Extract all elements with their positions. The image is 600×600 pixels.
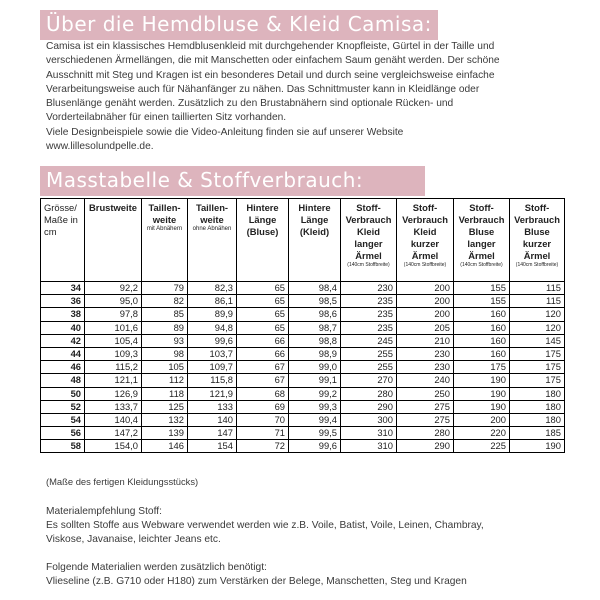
value-cell: 94,8: [188, 321, 237, 334]
value-cell: 190: [454, 400, 510, 413]
value-cell: 175: [510, 374, 565, 387]
value-cell: 145: [510, 334, 565, 347]
value-cell: 160: [454, 308, 510, 321]
value-cell: 98,9: [289, 347, 341, 360]
intro-line: verschiedenen Ärmellängen, die mit Manschetten oder einfachem Saum genäht werden. Der schöne: [46, 55, 500, 67]
value-cell: 154,0: [85, 440, 142, 453]
table-row: [41, 427, 565, 440]
table-row: [41, 413, 565, 426]
value-cell: 140: [188, 413, 237, 426]
intro-line: Vorderteilabnäher für einen taillierten Sitz vorhanden.: [46, 112, 287, 124]
value-cell: 200: [397, 308, 454, 321]
value-cell: 99,0: [289, 361, 341, 374]
section-title-about: Über die Hemdbluse & Kleid Camisa:: [46, 12, 432, 36]
value-cell: 120: [510, 321, 565, 334]
size-table: [40, 198, 565, 453]
header-size: Grösse/ Maße in cm: [41, 199, 85, 282]
header-back-length-blouse: Hintere Länge (Bluse): [237, 199, 289, 282]
value-cell: 155: [454, 282, 510, 295]
extras-line: Vlieseline (z.B. G710 oder H180) zum Verstärken der Belege, Manschetten, Steg und Kragen: [46, 576, 467, 587]
value-cell: 154: [188, 440, 237, 453]
value-cell: 115: [510, 295, 565, 308]
value-cell: 79: [142, 282, 188, 295]
value-cell: 65: [237, 282, 289, 295]
value-cell: 255: [341, 361, 397, 374]
value-cell: 200: [454, 413, 510, 426]
value-cell: 275: [397, 400, 454, 413]
header-fabric-blouse-short: Stoff-Verbrauch Bluse kurzer Ärmel (140cm Stoffbreite): [510, 199, 565, 282]
header-waist-darts: Taillen-weite mit Abnähern: [142, 199, 188, 282]
value-cell: 147: [188, 427, 237, 440]
materials-line: Viskose, Javanaise, leichter Jeans etc.: [46, 534, 221, 545]
materials-line: Es sollten Stoffe aus Webware verwendet werden wie z.B. Voile, Batist, Voile, Leinen, Chambray,: [46, 520, 484, 531]
value-cell: 121,9: [188, 387, 237, 400]
value-cell: 99,2: [289, 387, 341, 400]
value-cell: 85: [142, 308, 188, 321]
header-bust: Brustweite: [85, 199, 142, 282]
value-cell: 103,7: [188, 347, 237, 360]
value-cell: 98,6: [289, 308, 341, 321]
value-cell: 99,1: [289, 374, 341, 387]
table-row: [41, 295, 565, 308]
value-cell: 270: [341, 374, 397, 387]
value-cell: 255: [341, 347, 397, 360]
value-cell: 71: [237, 427, 289, 440]
value-cell: 235: [341, 321, 397, 334]
value-cell: 115,8: [188, 374, 237, 387]
extras-section: [46, 561, 566, 589]
value-cell: 98,5: [289, 295, 341, 308]
intro-text: [46, 40, 566, 154]
value-cell: 235: [341, 308, 397, 321]
value-cell: 180: [510, 387, 565, 400]
value-cell: 92,2: [85, 282, 142, 295]
header-fabric-blouse-long: Stoff-Verbrauch Bluse langer Ärmel (140cm Stoffbreite): [454, 199, 510, 282]
intro-line: Verarbeitungsweise auch für Nähanfänger zu nähen. Das Schnittmuster kann in Kleidlänge oder: [46, 83, 480, 95]
value-cell: 160: [454, 347, 510, 360]
value-cell: 65: [237, 321, 289, 334]
size-cell: 52: [41, 400, 85, 413]
value-cell: 190: [454, 374, 510, 387]
size-cell: 48: [41, 374, 85, 387]
value-cell: 98,8: [289, 334, 341, 347]
size-cell: 58: [41, 440, 85, 453]
table-row: [41, 361, 565, 374]
size-cell: 50: [41, 387, 85, 400]
intro-line: Viele Designbeispiele sowie die Video-Anleitung finden sie auf unserer Website: [46, 126, 404, 138]
value-cell: 280: [341, 387, 397, 400]
value-cell: 175: [454, 361, 510, 374]
intro-line: Blusenlänge genäht werden. Zusätzlich zu den Brustabnähern sind optionale Rücken- und: [46, 98, 454, 110]
value-cell: 120: [510, 308, 565, 321]
value-cell: 65: [237, 295, 289, 308]
table-body: [41, 282, 565, 453]
value-cell: 175: [510, 347, 565, 360]
value-cell: 230: [397, 361, 454, 374]
value-cell: 230: [397, 347, 454, 360]
value-cell: 275: [397, 413, 454, 426]
size-cell: 42: [41, 334, 85, 347]
value-cell: 115,2: [85, 361, 142, 374]
value-cell: 200: [397, 282, 454, 295]
value-cell: 98: [142, 347, 188, 360]
value-cell: 65: [237, 308, 289, 321]
value-cell: 155: [454, 295, 510, 308]
value-cell: 109,3: [85, 347, 142, 360]
value-cell: 160: [454, 321, 510, 334]
materials-section: [46, 505, 566, 547]
value-cell: 300: [341, 413, 397, 426]
value-cell: 82: [142, 295, 188, 308]
size-cell: 46: [41, 361, 85, 374]
size-cell: 40: [41, 321, 85, 334]
value-cell: 121,1: [85, 374, 142, 387]
size-cell: 38: [41, 308, 85, 321]
value-cell: 210: [397, 334, 454, 347]
value-cell: 146: [142, 440, 188, 453]
value-cell: 69: [237, 400, 289, 413]
value-cell: 280: [397, 427, 454, 440]
size-cell: 54: [41, 413, 85, 426]
value-cell: 175: [510, 361, 565, 374]
value-cell: 190: [510, 440, 565, 453]
value-cell: 99,3: [289, 400, 341, 413]
value-cell: 133: [188, 400, 237, 413]
intro-line-website: www.lillesolundpelle.de.: [46, 141, 154, 153]
value-cell: 67: [237, 374, 289, 387]
size-cell: 36: [41, 295, 85, 308]
value-cell: 68: [237, 387, 289, 400]
table-row: [41, 347, 565, 360]
header-back-length-dress: Hintere Länge (Kleid): [289, 199, 341, 282]
value-cell: 93: [142, 334, 188, 347]
size-cell: 34: [41, 282, 85, 295]
value-cell: 109,7: [188, 361, 237, 374]
value-cell: 190: [454, 387, 510, 400]
value-cell: 105,4: [85, 334, 142, 347]
value-cell: 205: [397, 321, 454, 334]
table-row: [41, 321, 565, 334]
value-cell: 180: [510, 400, 565, 413]
section-banner-about: [40, 10, 438, 40]
value-cell: 180: [510, 413, 565, 426]
size-cell: 56: [41, 427, 85, 440]
value-cell: 126,9: [85, 387, 142, 400]
value-cell: 125: [142, 400, 188, 413]
value-cell: 66: [237, 334, 289, 347]
value-cell: 97,8: [85, 308, 142, 321]
header-fabric-dress-long: Stoff-Verbrauch Kleid langer Ärmel (140cm Stoffbreite): [341, 199, 397, 282]
value-cell: 220: [454, 427, 510, 440]
value-cell: 118: [142, 387, 188, 400]
table-row: [41, 387, 565, 400]
value-cell: 240: [397, 374, 454, 387]
value-cell: 70: [237, 413, 289, 426]
value-cell: 115: [510, 282, 565, 295]
intro-line: Ausschnitt mit Steg und Kragen ist ein besonderes Detail und durch seine vergleichsweise einfache: [46, 69, 495, 81]
value-cell: 147,2: [85, 427, 142, 440]
extras-heading: Folgende Materialien werden zusätzlich benötigt:: [46, 562, 267, 573]
value-cell: 230: [341, 282, 397, 295]
value-cell: 310: [341, 427, 397, 440]
table-row: [41, 374, 565, 387]
value-cell: 95,0: [85, 295, 142, 308]
value-cell: 66: [237, 347, 289, 360]
section-title-size-chart: Masstabelle & Stoffverbrauch:: [46, 168, 364, 192]
value-cell: 89: [142, 321, 188, 334]
value-cell: 235: [341, 295, 397, 308]
value-cell: 185: [510, 427, 565, 440]
table-row: [41, 308, 565, 321]
value-cell: 225: [454, 440, 510, 453]
value-cell: 290: [397, 440, 454, 453]
value-cell: 105: [142, 361, 188, 374]
value-cell: 250: [397, 387, 454, 400]
value-cell: 98,7: [289, 321, 341, 334]
value-cell: 133,7: [85, 400, 142, 413]
header-waist-nodarts: Taillen-weite ohne Abnähen: [188, 199, 237, 282]
value-cell: 89,9: [188, 308, 237, 321]
table-row: [41, 334, 565, 347]
table-row: [41, 282, 565, 295]
section-banner-size-chart: [40, 166, 425, 196]
value-cell: 72: [237, 440, 289, 453]
value-cell: 98,4: [289, 282, 341, 295]
value-cell: 86,1: [188, 295, 237, 308]
value-cell: 245: [341, 334, 397, 347]
table-header-row: [41, 199, 565, 282]
value-cell: 310: [341, 440, 397, 453]
value-cell: 140,4: [85, 413, 142, 426]
value-cell: 200: [397, 295, 454, 308]
value-cell: 160: [454, 334, 510, 347]
value-cell: 132: [142, 413, 188, 426]
value-cell: 82,3: [188, 282, 237, 295]
header-fabric-dress-short: Stoff-Verbrauch Kleid kurzer Ärmel (140cm Stoffbreite): [397, 199, 454, 282]
value-cell: 290: [341, 400, 397, 413]
value-cell: 99,6: [289, 440, 341, 453]
value-cell: 112: [142, 374, 188, 387]
value-cell: 139: [142, 427, 188, 440]
value-cell: 101,6: [85, 321, 142, 334]
value-cell: 67: [237, 361, 289, 374]
materials-heading: Materialempfehlung Stoff:: [46, 506, 162, 517]
size-cell: 44: [41, 347, 85, 360]
value-cell: 99,5: [289, 427, 341, 440]
value-cell: 99,6: [188, 334, 237, 347]
intro-line: Camisa ist ein klassisches Hemdblusenkleid mit durchgehender Knopfleiste, Gürtel in der Taille und: [46, 41, 495, 52]
table-row: [41, 400, 565, 413]
table-row: [41, 440, 565, 453]
table-note: (Maße des fertigen Kleidungsstücks): [46, 476, 199, 487]
value-cell: 99,4: [289, 413, 341, 426]
